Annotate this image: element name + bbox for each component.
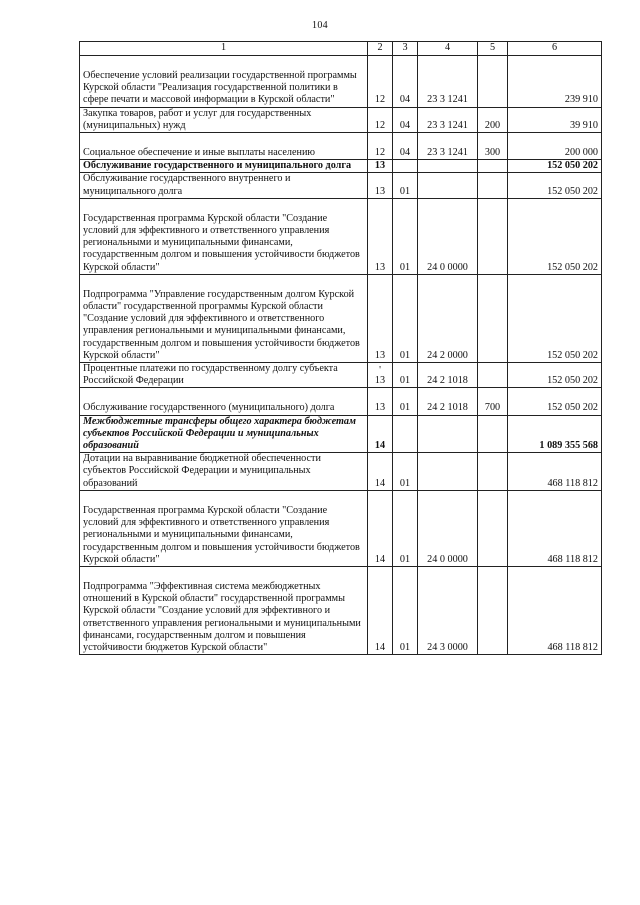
row-amount: 468 118 812: [508, 453, 602, 491]
row-target-article: 24 0 0000: [418, 198, 478, 274]
row-section: 14: [368, 415, 393, 453]
apostrophe-mark: ': [379, 365, 381, 377]
table-row: [80, 160, 602, 173]
row-subsection: 01: [393, 388, 418, 415]
row-target-article: [418, 173, 478, 198]
row-expense-type: 700: [478, 388, 508, 415]
row-name: Государственная программа Курской области "Создание условий для эффективного и ответственного управления региональными и муниципальными финансами, государственным долгом и повышения устойчивости бюджетов Курской области": [80, 490, 368, 566]
row-section-value: 13: [374, 375, 386, 387]
row-name: Межбюджетные трансферы общего характера бюджетам субъектов Российской Федерации и муниципальных образований: [80, 415, 368, 453]
row-subsection: 04: [393, 56, 418, 108]
row-target-article: 24 2 1018: [418, 388, 478, 415]
row-expense-type: [478, 173, 508, 198]
row-section: 12: [368, 133, 393, 160]
row-target-article: 24 2 0000: [418, 274, 478, 362]
row-amount: 468 118 812: [508, 490, 602, 566]
row-amount: 152 050 202: [508, 160, 602, 173]
row-expense-type: [478, 274, 508, 362]
row-target-article: 23 3 1241: [418, 56, 478, 108]
row-section: 13: [368, 160, 393, 173]
row-section: 12: [368, 56, 393, 108]
row-subsection: 01: [393, 363, 418, 388]
row-section: 13: [368, 274, 393, 362]
row-subsection: 01: [393, 453, 418, 491]
header-col-2: 2: [368, 42, 393, 56]
table-row: [80, 198, 602, 274]
row-section: 13: [368, 198, 393, 274]
table-row: [80, 388, 602, 415]
row-name: Обслуживание государственного (муниципального) долга: [80, 388, 368, 415]
header-col-1: 1: [80, 42, 368, 56]
row-expense-type: 200: [478, 107, 508, 132]
row-target-article: 24 2 1018: [418, 363, 478, 388]
row-target-article: 23 3 1241: [418, 133, 478, 160]
row-expense-type: [478, 490, 508, 566]
table-row: [80, 415, 602, 453]
table-row: [80, 56, 602, 108]
table-row: [80, 490, 602, 566]
row-subsection: [393, 160, 418, 173]
row-expense-type: [478, 363, 508, 388]
row-section: 14: [368, 490, 393, 566]
table-row: [80, 107, 602, 132]
row-section: 13: [368, 388, 393, 415]
row-name: Процентные платежи по государственному долгу субъекта Российской Федерации: [80, 363, 368, 388]
row-section: 14: [368, 566, 393, 654]
budget-table: [79, 41, 602, 655]
row-subsection: 04: [393, 133, 418, 160]
row-target-article: [418, 415, 478, 453]
row-subsection: 01: [393, 490, 418, 566]
row-target-article: 23 3 1241: [418, 107, 478, 132]
table-row: [80, 363, 602, 388]
row-expense-type: 300: [478, 133, 508, 160]
page-number: 104: [312, 20, 328, 31]
row-target-article: [418, 160, 478, 173]
row-name: Дотации на выравнивание бюджетной обеспеченности субъектов Российской Федерации и муниципальных образований: [80, 453, 368, 491]
row-subsection: 04: [393, 107, 418, 132]
row-name: Государственная программа Курской области "Создание условий для эффективного и ответственного управления региональными и муниципальными финансами, государственным долгом и повышения устойчивости бюджетов Курской области": [80, 198, 368, 274]
row-subsection: 01: [393, 198, 418, 274]
row-subsection: [393, 415, 418, 453]
row-amount: 152 050 202: [508, 198, 602, 274]
row-expense-type: [478, 160, 508, 173]
table-row: [80, 566, 602, 654]
row-amount: 152 050 202: [508, 388, 602, 415]
row-section: 12: [368, 107, 393, 132]
row-name: Обслуживание государственного внутреннего и муниципального долга: [80, 173, 368, 198]
row-amount: 1 089 355 568: [508, 415, 602, 453]
header-row: [80, 42, 602, 56]
row-name: Подпрограмма "Управление государственным долгом Курской области" государственной программы Курской области "Создание условий для эффективного и ответственного управления региональными и муниципальными финансами, государственным долгом и повышения устойчивости бюджетов Курской области": [80, 274, 368, 362]
row-name: Социальное обеспечение и иные выплаты населению: [80, 133, 368, 160]
row-amount: 39 910: [508, 107, 602, 132]
header-col-6: 6: [508, 42, 602, 56]
row-expense-type: [478, 566, 508, 654]
header-col-3: 3: [393, 42, 418, 56]
row-amount: 152 050 202: [508, 363, 602, 388]
row-subsection: 01: [393, 274, 418, 362]
table-row: [80, 173, 602, 198]
row-expense-type: [478, 453, 508, 491]
row-target-article: 24 3 0000: [418, 566, 478, 654]
row-subsection: 01: [393, 173, 418, 198]
row-amount: 200 000: [508, 133, 602, 160]
row-expense-type: [478, 56, 508, 108]
row-amount: 468 118 812: [508, 566, 602, 654]
table-body: [80, 56, 602, 655]
row-name: Обеспечение условий реализации государственной программы Курской области "Реализация государственной политики в сфере печати и массовой информации в Курской области": [80, 56, 368, 108]
row-name: Закупка товаров, работ и услуг для государственных (муниципальных) нужд: [80, 107, 368, 132]
header-col-5: 5: [478, 42, 508, 56]
row-expense-type: [478, 198, 508, 274]
row-name: Подпрограмма "Эффективная система межбюджетных отношений в Курской области" государственной программы Курской области "Создание условий для эффективного и ответственного управления региональными и муниципальными финансами, государственным долгом и повышения устойчивости бюджетов Курской области": [80, 566, 368, 654]
row-amount: 239 910: [508, 56, 602, 108]
row-subsection: 01: [393, 566, 418, 654]
row-name: Обслуживание государственного и муниципального долга: [80, 160, 368, 173]
table-row: [80, 133, 602, 160]
row-section: [368, 363, 393, 388]
row-section: 14: [368, 453, 393, 491]
row-target-article: 24 0 0000: [418, 490, 478, 566]
row-section: 13: [368, 173, 393, 198]
header-col-4: 4: [418, 42, 478, 56]
row-amount: 152 050 202: [508, 173, 602, 198]
row-amount: 152 050 202: [508, 274, 602, 362]
row-target-article: [418, 453, 478, 491]
row-expense-type: [478, 415, 508, 453]
table-row: [80, 274, 602, 362]
table-row: [80, 453, 602, 491]
